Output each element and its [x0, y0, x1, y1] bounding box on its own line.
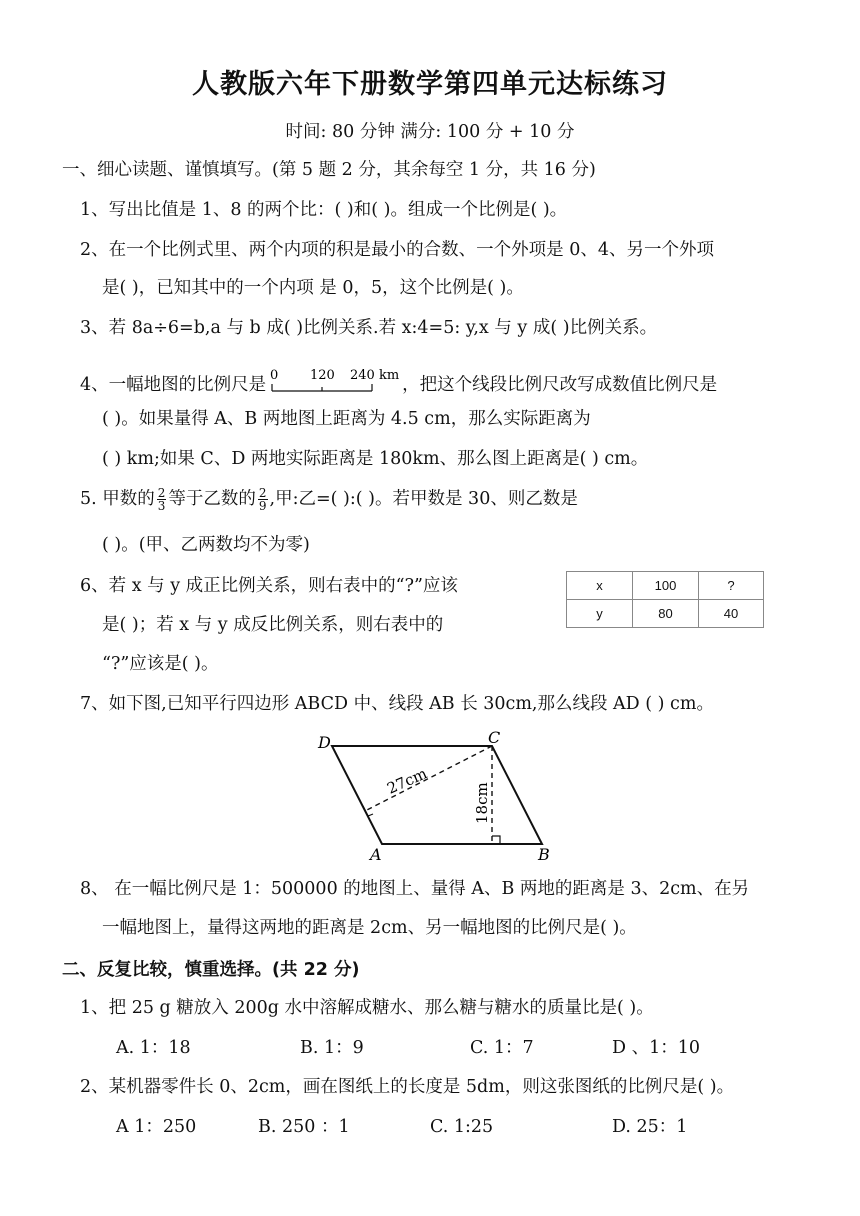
question-6-line-3: “?”应该是( )。	[102, 654, 219, 674]
question-4-line-3: ( ) km;如果 C、D 两地实际距离是 180km、那么图上距离是( ) cm。	[102, 449, 649, 469]
option-a: A 1：250	[116, 1117, 197, 1137]
page-title: 人教版六年下册数学第四单元达标练习	[192, 69, 668, 100]
question-4-line-2: ( )。如果量得 A、B 两地图上距离为 4.5 cm，那么实际距离为	[102, 409, 591, 429]
question-1: 1、写出比值是 1、8 的两个比：( )和( )。组成一个比例是( )。	[80, 200, 568, 220]
table-cell: y	[567, 600, 633, 628]
vertex-d-label: D	[318, 733, 331, 752]
scale-tick-120: 120	[310, 368, 335, 383]
section2-heading: 二、反复比较，慎重选择。(共 22 分)	[62, 960, 360, 980]
choice-question-2: 2、某机器零件长 0、2cm，画在图纸上的长度是 5dm，则这张图纸的比例尺是( )。	[80, 1077, 735, 1097]
option-c: C. 1:25	[430, 1117, 494, 1137]
option-b: B. 250 ：1	[258, 1117, 350, 1137]
vertex-a-label: A	[370, 845, 382, 864]
question-5-line-2: ( )。(甲、乙两数均不为零)	[102, 535, 310, 555]
parallelogram-figure	[300, 726, 570, 868]
line-scale-bar	[266, 367, 402, 404]
table-cell: 100	[633, 572, 699, 600]
vertex-c-label: C	[488, 728, 501, 747]
vertex-b-label: B	[538, 845, 550, 864]
choice-question-1: 1、把 25 g 糖放入 200g 水中溶解成糖水、那么糖与糖水的质量比是( )。	[80, 998, 654, 1018]
question-2-line-2: 是( )，已知其中的一个内项 是 0，5，这个比例是( )。	[102, 278, 524, 298]
option-c: C. 1：7	[470, 1038, 534, 1058]
question-2-line-1: 2、在一个比例式里、两个内项的积是最小的合数、一个外项是 0、4、另一个外项	[80, 240, 714, 260]
question-6-line-1: 6、若 x 与 y 成正比例关系，则右表中的“?”应该	[80, 576, 458, 596]
question-8-line-1: 8、 在一幅比例尺是 1：500000 的地图上、量得 A、B 两地的距离是 3、2cm、在另	[80, 879, 750, 899]
fraction-two-thirds: $\frac{2}{3}$	[157, 486, 166, 513]
table-cell: 80	[633, 600, 699, 628]
table-row	[567, 600, 764, 628]
exam-info: 时间: 80 分钟 满分: 100 分 + 10 分	[285, 122, 575, 142]
scale-tick-240: 240 km	[350, 368, 400, 383]
question-5-suffix: ,甲:乙=( ):( )。若甲数是 30、则乙数是	[269, 489, 578, 509]
scale-tick-0: 0	[270, 368, 279, 383]
question-5-mid: 等于乙数的	[168, 489, 256, 509]
height-length-label: 18cm	[473, 782, 491, 824]
option-d: D. 25：1	[612, 1117, 688, 1137]
diagonal-length-label: 27cm	[384, 764, 430, 798]
table-cell: x	[567, 572, 633, 600]
table-row	[567, 572, 764, 600]
question-8-line-2: 一幅地图上，量得这两地的距离是 2cm、另一幅地图的比例尺是( )。	[102, 918, 637, 938]
question-6-line-2: 是( )；若 x 与 y 成反比例关系，则右表中的	[102, 615, 444, 635]
question-4-line-1	[80, 367, 717, 404]
fraction-two-ninths: $\frac{2}{9}$	[258, 486, 267, 513]
section1-heading: 一、细心读题、谨慎填写。(第 5 题 2 分，其余每空 1 分，共 16 分)	[62, 160, 596, 180]
table-cell: ?	[699, 572, 764, 600]
table-cell: 40	[699, 600, 764, 628]
option-b: B. 1：9	[300, 1038, 364, 1058]
question-7: 7、如下图,已知平行四边形 ABCD 中、线段 AB 长 30cm,那么线段 AD ( ) cm。	[80, 694, 714, 714]
option-a: A. 1：18	[116, 1038, 191, 1058]
xy-table	[566, 571, 764, 628]
question-5-line-1	[80, 487, 578, 512]
question-3: 3、若 8a÷6=b,a 与 b 成( )比例关系.若 x:4=5: y,x 与 y 成( )比例关系。	[80, 318, 658, 338]
question-5-prefix: 5. 甲数的	[80, 489, 155, 509]
option-d: D 、1：10	[612, 1038, 700, 1058]
question-4-suffix: ，把这个线段比例尺改写成数值比例尺是	[402, 375, 718, 395]
question-4-prefix: 4、一幅地图的比例尺是	[80, 375, 267, 395]
